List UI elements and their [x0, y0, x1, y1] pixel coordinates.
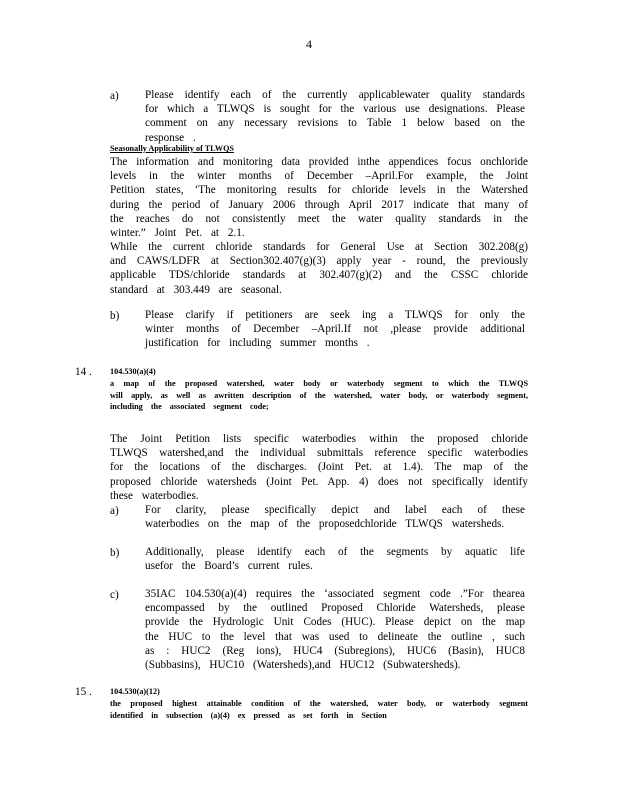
- while-paragraph: While the current chloride standards for General Use at Section 302.208(g) and CAWS/LDFR at Section302.407(g)(3) apply year - round, the previously applicable TDS/chloride standards at 302.407(g)(2) and the CSSC chloride standard at 303.449 are seasonal.: [110, 241, 528, 296]
- section-14-item-c-text: 35IAC 104.530(a)(4) requires the ‘associated segment code .”For thearea encompassed by the outlined Proposed Chloride Watersheds, please provide the Hydrologic Unit Codes (HUC). Please depict on the map the HUC to the level that was used to delineate the outline , such as : HUC2 (Reg ions), HUC4 (Subregions), HUC6 (Basin), HUC8 (Subbasins), HUC10 (Watersheds),and HUC12 (Subwatersheds).: [145, 588, 525, 672]
- section-14-rule-text: a map of the proposed watershed, water body or waterbody segment to which the TLWQS will apply, as well as awritten description of the watershed, water body, or waterbody segment, including the associated segment code;: [110, 379, 528, 411]
- section-14-paragraph: The Joint Petition lists specific waterbodies within the proposed chloride TLWQS watershed,and the individual submittals reference specific waterbodies for the locations of the discharges. (Joint Pet. at 1.4). The map of the proposed chloride watersheds (Joint Pet. App. 4) does not specifically identify these waterbodies.: [110, 433, 528, 502]
- section-14-item-c-label: c): [110, 589, 119, 601]
- seasonal-paragraph: The information and monitoring data provided inthe appendices focus onchloride levels in the winter months of December –April.For example, the Joint Petition states, ‘The monitoring results for chloride levels in the Watershed during the period of January 2006 through April 2017 indicate that many of the reaches do not consistently meet the water quality standards in the winter.” Joint Pet. at 2.1.: [110, 156, 528, 240]
- section-14-rule: 104.530(a)(4): [110, 367, 156, 376]
- section-14-item-a-label: a): [110, 505, 119, 517]
- seasonal-heading: Seasonally Applicability of TLWQS: [110, 144, 234, 153]
- item-b-text: Please clarify if petitioners are seek ing a TLWQS for only the winter months of December –April.If not ,please provide additional justification for including summer months .: [145, 309, 525, 350]
- section-15-rule-text: the proposed highest attainable condition of the watershed, water body, or waterbody segment identified in subsection (a)(4) ex pressed as set forth in Section: [110, 699, 528, 720]
- section-14-item-a-text: For clarity, please specifically depict and label each of these waterbodies on the map of the proposedchloride TLWQS watersheds.: [145, 504, 525, 531]
- section-14-item-b-text: Additionally, please identify each of the segments by aquatic life usefor the Board’s current rules.: [145, 546, 525, 573]
- page-number: 4: [306, 37, 312, 51]
- item-b-label: b): [110, 310, 120, 322]
- section-15-rule: 104.530(a)(12): [110, 687, 160, 696]
- section-15-number: 15 .: [75, 686, 92, 698]
- item-a-label: a): [110, 90, 119, 102]
- section-14-item-b-label: b): [110, 547, 120, 559]
- section-14-number: 14 .: [75, 366, 92, 378]
- item-a-text: Please identify each of the currently applicablewater quality standards for which a TLWQS is sought for the various use designations. Please comment on any necessary revisions to Table 1 below based on the response .: [145, 89, 525, 144]
